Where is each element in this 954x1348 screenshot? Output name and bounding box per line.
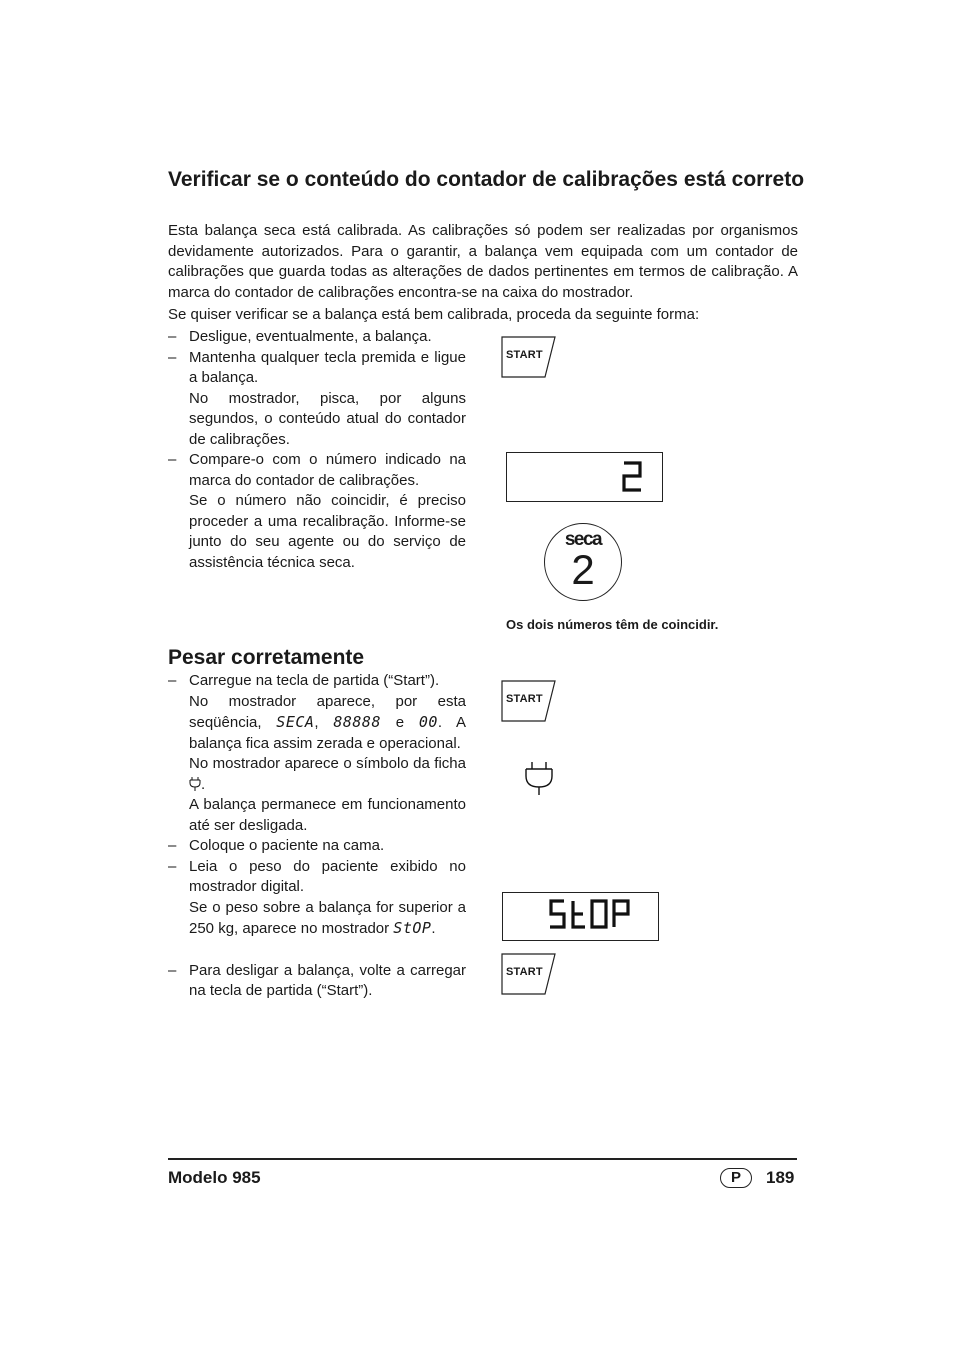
- list-dash: –: [168, 451, 177, 468]
- continuation-text: . A balança fica assim zerada e operacional.: [189, 714, 466, 752]
- continuation-text: No mostrador aparece o símbolo da ficha: [189, 755, 466, 772]
- calibration-counter-display: [506, 452, 663, 502]
- separator-text: e: [381, 714, 419, 731]
- list-dash: –: [168, 348, 177, 366]
- calibration-seal: [544, 523, 622, 601]
- intro-paragraph: Esta balança seca está calibrada. As calibrações só podem ser realizadas por organismos devidamente autorizados. Para o garantir, a balança vem equipada com um contador de calibrações que guarda todas as alterações de dados pertinentes em termos de calibração. A marca do contador de calibrações encontra-se na caixa do mostrador.: [168, 222, 798, 301]
- list-item-text: Desligue, eventualmente, a balança.: [189, 328, 432, 345]
- list-dash: –: [168, 672, 177, 689]
- list-dash: –: [168, 857, 177, 875]
- list-dash: –: [168, 837, 177, 854]
- start-key[interactable]: [501, 680, 561, 722]
- list-item-continuation: [168, 898, 466, 940]
- list-item-continuation: [168, 692, 466, 755]
- list-item: [168, 348, 466, 389]
- list-item: [168, 327, 466, 348]
- start-key[interactable]: [501, 336, 561, 378]
- list-item-continuation: Se o número não coincidir, é preciso proceder a uma recalibração. Informe-se junto do seu agente ou do serviço de assistência técnica seca.: [189, 492, 466, 571]
- continuation-text: No mostrador aparece, por esta seqüência,: [189, 692, 466, 731]
- separator-text: ,: [314, 714, 334, 731]
- page-number: 189: [766, 1168, 795, 1187]
- lcd-text-seca: SECA: [276, 713, 315, 731]
- list-item-continuation: No mostrador, pisca, por alguns segundos, o conteúdo atual do contador de calibrações.: [189, 389, 466, 448]
- stop-display: [502, 892, 659, 941]
- lcd-text-88888: 88888: [333, 713, 381, 731]
- start-key-label: START: [506, 349, 543, 361]
- list-item: [168, 836, 466, 857]
- continuation-text: .: [431, 920, 436, 937]
- list-item-continuation: [168, 754, 466, 795]
- list-item: [168, 450, 466, 491]
- seal-number: 2: [571, 546, 595, 593]
- section-title-calibration: Verificar se o conteúdo do contador de calibrações está correto: [168, 168, 805, 191]
- list-item: [168, 671, 466, 692]
- lcd-text-stop-graphic: [503, 893, 658, 940]
- lcd-text-00: 00: [418, 713, 438, 731]
- list-item-continuation: A balança permanece em funcionamento até ser desligada.: [189, 796, 466, 834]
- language-badge: P: [720, 1168, 752, 1188]
- footer-model: Modelo 985: [168, 1168, 261, 1187]
- lcd-digit-2: [507, 453, 662, 501]
- section-title-weighing: Pesar corretamente: [168, 646, 365, 669]
- start-key-label: START: [506, 966, 543, 978]
- weighing-steps: [168, 671, 466, 1002]
- instruction-paragraph: Se quiser verificar se a balança está bem calibrada, proceda da seguinte forma:: [168, 306, 700, 323]
- seal-caption: Os dois números têm de coincidir.: [506, 617, 719, 632]
- list-item-text: Mantenha qualquer tecla premida e ligue a balança.: [189, 348, 466, 386]
- list-dash: –: [168, 328, 177, 345]
- list-item-text: Carregue na tecla de partida (“Start”).: [189, 672, 440, 689]
- list-item-text: Para desligar a balança, volte a carregar na tecla de partida (“Start”).: [189, 961, 466, 999]
- start-key[interactable]: [501, 953, 561, 995]
- seal-brand: seca: [564, 529, 602, 550]
- plug-icon: [189, 777, 201, 791]
- continuation-text: Se o peso sobre a balança for superior a 250 kg, aparece no mostrador: [189, 898, 466, 937]
- list-item: [168, 857, 466, 898]
- start-key-label: START: [506, 693, 543, 705]
- lcd-text-stop: StOP: [393, 919, 432, 937]
- list-item-text: Leia o peso do paciente exibido no mostrador digital.: [189, 857, 466, 895]
- continuation-text: .: [201, 775, 206, 793]
- footer-divider: [168, 1158, 797, 1160]
- list-item-text: Coloque o paciente na cama.: [189, 837, 385, 854]
- plug-icon: [524, 760, 554, 796]
- calibration-steps: [168, 327, 466, 573]
- list-item-text: Compare-o com o número indicado na marca do contador de calibrações.: [189, 451, 466, 489]
- list-dash: –: [168, 961, 177, 979]
- list-item: [168, 961, 466, 1002]
